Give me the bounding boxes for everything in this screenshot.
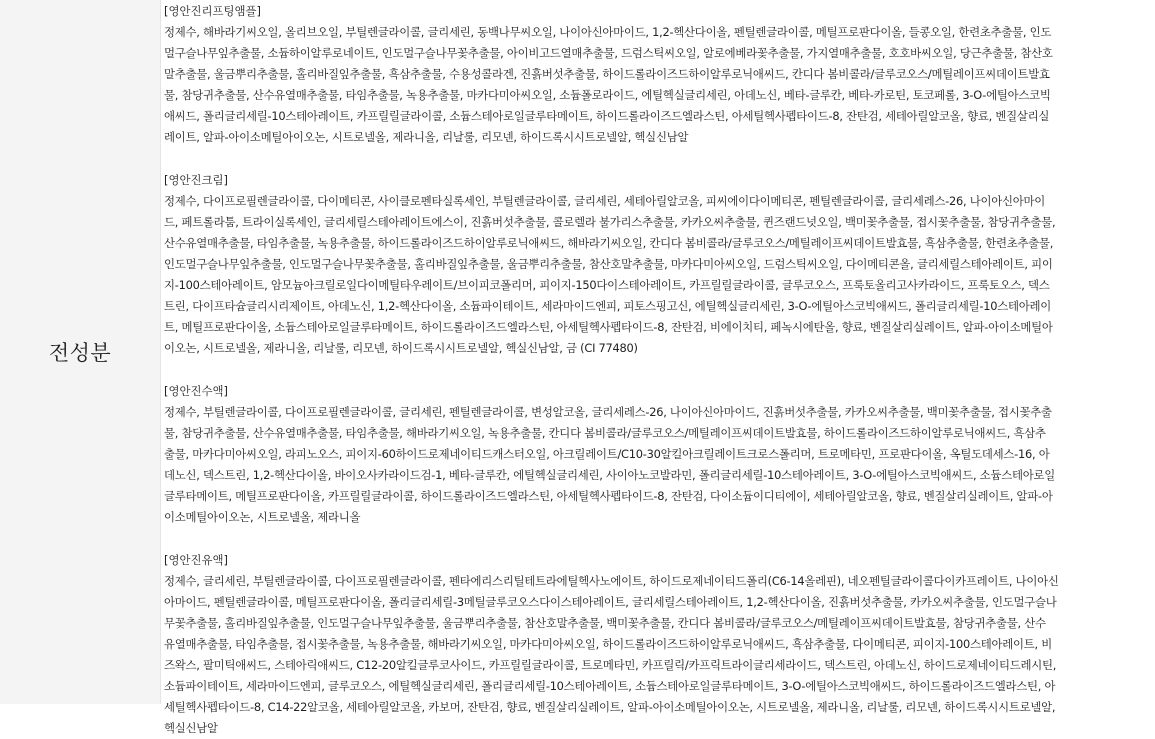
ingredient-line: 멀구슬나무잎추출물, 소듐하이알루로네이트, 인도멀구슬나무꽃추출물, 아이비고드열매추출물, 드럼스틱씨오일, 알로에베라꽃추출물, 가지열매추출물, 호호바씨오일, 당근추출물, 참산호	[164, 46, 1053, 60]
ingredient-line: 정제수, 해바라기씨오일, 올리브오일, 부틸렌글라이콜, 글리세린, 동백나무씨오일, 나이아신아마이드, 1,2-헥산다이올, 펜틸렌글라이콜, 메틸프로판다이올, 들콩오일, 한련초추출물, 인도	[164, 25, 1052, 39]
ingredient-line: 출물, 마카다미아씨오일, 라피노오스, 피이지-60하이드로제네이티드캐스터오일, 아크릴레이트/C10-30알킬아크릴레이트크로스폴리머, 트로메타민, 프로판다이올, 옥틸도데세스-16, 아	[164, 447, 1050, 461]
product-block-cream	[164, 170, 1149, 359]
ingredient-line: 글루타메이트, 메틸프로판다이올, 카프릴릴글라이콜, 하이드롤라이즈드엘라스틴, 아세틸헥사펩타이드-8, 잔탄검, 다이소듐이디티에이, 세테아릴알코올, 향료, 벤질살리실레이트, 알파-아	[164, 489, 1053, 503]
ingredient-line: 말추출물, 울금뿌리추출물, 홀리바질잎추출물, 흑삼추출물, 수용성콜라겐, 진흙버섯추출물, 하이드롤라이즈드하이알루로닉애씨드, 칸디다 봄비콜라/글루코오스/메틸레이프씨데이트발효	[164, 67, 1050, 81]
ingredient-line: 지-100스테아레이트, 암모늄아크릴로일다이메틸타우레이트/브이피코폴리머, 피이지-150다이스테아레이트, 카프릴릴글라이콜, 글루코오스, 프룩토올리고사카라이드, 프룩토오스, 덱스	[164, 278, 1050, 292]
product-block-emulsion	[164, 550, 1149, 739]
ingredient-line: 애씨드, 폴리글리세릴-10스테아레이트, 카프릴릴글라이콜, 소듐스테아로일글루타메이트, 하이드롤라이즈드엘라스틴, 아세틸헥사펩타이드-8, 잔탄검, 세테아릴알코올, 향료, 벤질살리실	[164, 109, 1050, 123]
product-title: [영안진수액]	[164, 384, 228, 398]
ingredient-line: 유열매추출물, 타임추출물, 접시꽃추출물, 녹용추출물, 해바라기씨오일, 마카다미아씨오일, 하이드롤라이즈드하이알루로닉애씨드, 흑삼추출물, 다이메티콘, 피이지-100스테아레이트, 비	[164, 637, 1053, 651]
row-header-label: 전성분	[48, 341, 112, 365]
ingredient-line: 소듐파이테이트, 세라마이드엔피, 글루코오스, 에틸헥실글리세린, 폴리글리세릴-10스테아레이트, 소듐스테아로일글루타메이트, 3-O-에틸아스코빅애씨드, 하이드롤라이즈드엘라스틴, 아	[164, 679, 1056, 693]
row-header-cell	[0, 0, 161, 704]
ingredient-line: 이소메틸아이오논, 시트로넬올, 제라니올	[164, 510, 361, 524]
ingredient-line: 아마이드, 펜틸렌글라이콜, 메틸프로판다이올, 폴리글리세릴-3메틸글루코오스다이스테아레이트, 글리세릴스테아레이트, 1,2-헥산다이올, 진흙버섯추출물, 카카오씨추출물, 인도멀구슬나	[164, 595, 1057, 609]
ingredient-line: 인도멀구슬나무잎추출물, 인도멀구슬나무꽃추출물, 홀리바질잎추출물, 울금뿌리추출물, 참산호말추출물, 마카다미아씨오일, 드럼스틱씨오일, 다이메티콘올, 글리세릴스테아레이트, 피이	[164, 257, 1053, 271]
ingredient-line: 정제수, 부틸렌글라이콜, 다이프로필렌글라이콜, 글리세린, 펜틸렌글라이콜, 변성알코올, 글리세레스-26, 나이아신아마이드, 진흙버섯추출물, 카카오씨추출물, 백미꽃추출물, 접시꽃추출	[164, 405, 1052, 419]
ingredient-line: 이오논, 시트로넬올, 제라니올, 리날룰, 리모넨, 하이드록시시트로넬알, 헥실신남알, 금 (CI 77480)	[164, 341, 638, 355]
ingredient-line: 세틸헥사펩타이드-8, C14-22알코올, 세테아릴알코올, 카보머, 잔탄검, 향료, 벤질살리실레이트, 알파-아이소메틸아이오논, 시트로넬올, 제라니올, 리날룰, 리모넨, 하이드록시시트로넬알,	[164, 700, 1056, 714]
ingredient-line: 드, 페트롤라툼, 트라이실록세인, 글리세릴스테아레이트에스이, 진흙버섯추출물, 콜로렐라 불가리스추출물, 카카오씨추출물, 퀸즈랜드넛오일, 백미꽃추출물, 접시꽃추출물, 참당귀추출물,	[164, 215, 1056, 229]
ingredient-line: 정제수, 글리세린, 부틸렌글라이콜, 다이프로필렌글라이콜, 펜타에리스리틸테트라에틸헥사노에이트, 하이드로제네이티드폴리(C6-14올레핀), 네오펜틸글라이콜다이카프레이트, 나이아신	[164, 574, 1059, 588]
product-title: [영안진리프팅앰플]	[164, 4, 261, 18]
ingredient-line: 헥실신남알	[164, 721, 218, 735]
ingredient-line: 물, 참당귀추출물, 산수유열매추출물, 타임추출물, 녹용추출물, 마카다미아씨오일, 소듐폴로라이드, 에틸헥실글리세린, 아데노신, 베타-글루칸, 베타-카로틴, 토코페롤, 3-O-에틸아스코빅	[164, 88, 1051, 102]
ingredient-line: 무꽃추출물, 홀리바질잎추출물, 인도멀구슬나무잎추출물, 울금뿌리추출물, 참산호말추출물, 백미꽃추출물, 칸디다 봄비콜라/글루코오스/메틸레이프씨데이트발효물, 참당귀추출물, 산수	[164, 616, 1046, 630]
ingredient-line: 산수유열매추출물, 타임추출물, 녹용추출물, 하이드롤라이즈드하이알루로닉애씨드, 해바라기씨오일, 칸디다 봄비콜라/글루코오스/메틸레이프씨데이트발효물, 흑삼추출물, 한련초추출물,	[164, 236, 1054, 250]
ingredient-line: 즈왁스, 팔미틱애씨드, 스테아릭애씨드, C12-20알킬글루코사이드, 카프릴릴글라이콜, 트로메타민, 카프릴릭/카프릭트라이글리세라이드, 덱스트린, 아데노신, 하이드로제네이티드레시틴,	[164, 658, 1057, 672]
ingredient-line: 데노신, 덱스트린, 1,2-헥산다이올, 바이오사카라이드검-1, 베타-글루칸, 에틸헥실글리세린, 사이아노코발라민, 폴리글리세릴-10스테아레이트, 3-O-에틸아스코빅애씨드, 소듐스테아로일	[164, 468, 1055, 482]
ingredient-line: 트린, 다이프타슘글리시리제이트, 아데노신, 1,2-헥산다이올, 소듐파이테이트, 세라마이드엔피, 피토스핑고신, 에틸헥실글리세린, 3-O-에틸아스코빅애씨드, 폴리글리세릴-10스테아레이	[164, 299, 1051, 313]
product-title: [영안진유액]	[164, 553, 228, 567]
product-block-essence	[164, 381, 1149, 528]
product-title: [영안진크림]	[164, 173, 228, 187]
ingredient-line: 물, 참당귀추출물, 산수유열매추출물, 타임추출물, 해바라기씨오일, 녹용추출물, 칸디다 봄비콜라/글루코오스/메틸레이프씨데이트발효물, 하이드롤라이즈드하이알루로닉애씨드, 흑삼추	[164, 426, 1046, 440]
ingredient-line: 트, 메틸프로판다이올, 소듐스테아로일글루타메이트, 하이드롤라이즈드엘라스틴, 아세틸헥사펩타이드-8, 잔탄검, 비에이치티, 페녹시에탄올, 향료, 벤질살리실레이트, 알파-아이소메틸아	[164, 320, 1053, 334]
ingredients-content	[161, 0, 1155, 735]
ingredient-line: 정제수, 다이프로필렌글라이콜, 다이메티콘, 사이클로펜타실록세인, 부틸렌글라이콜, 글리세린, 세테아릴알코올, 피씨에이다이메티콘, 펜틸렌글라이콜, 글리세레스-26, 나이아신아마이	[164, 194, 1046, 208]
product-block-ampoule	[164, 1, 1149, 148]
ingredient-line: 레이트, 알파-아이소메틸아이오논, 시트로넬올, 제라니올, 리날룰, 리모넨, 하이드록시시트로넬알, 헥실신남알	[164, 130, 689, 144]
